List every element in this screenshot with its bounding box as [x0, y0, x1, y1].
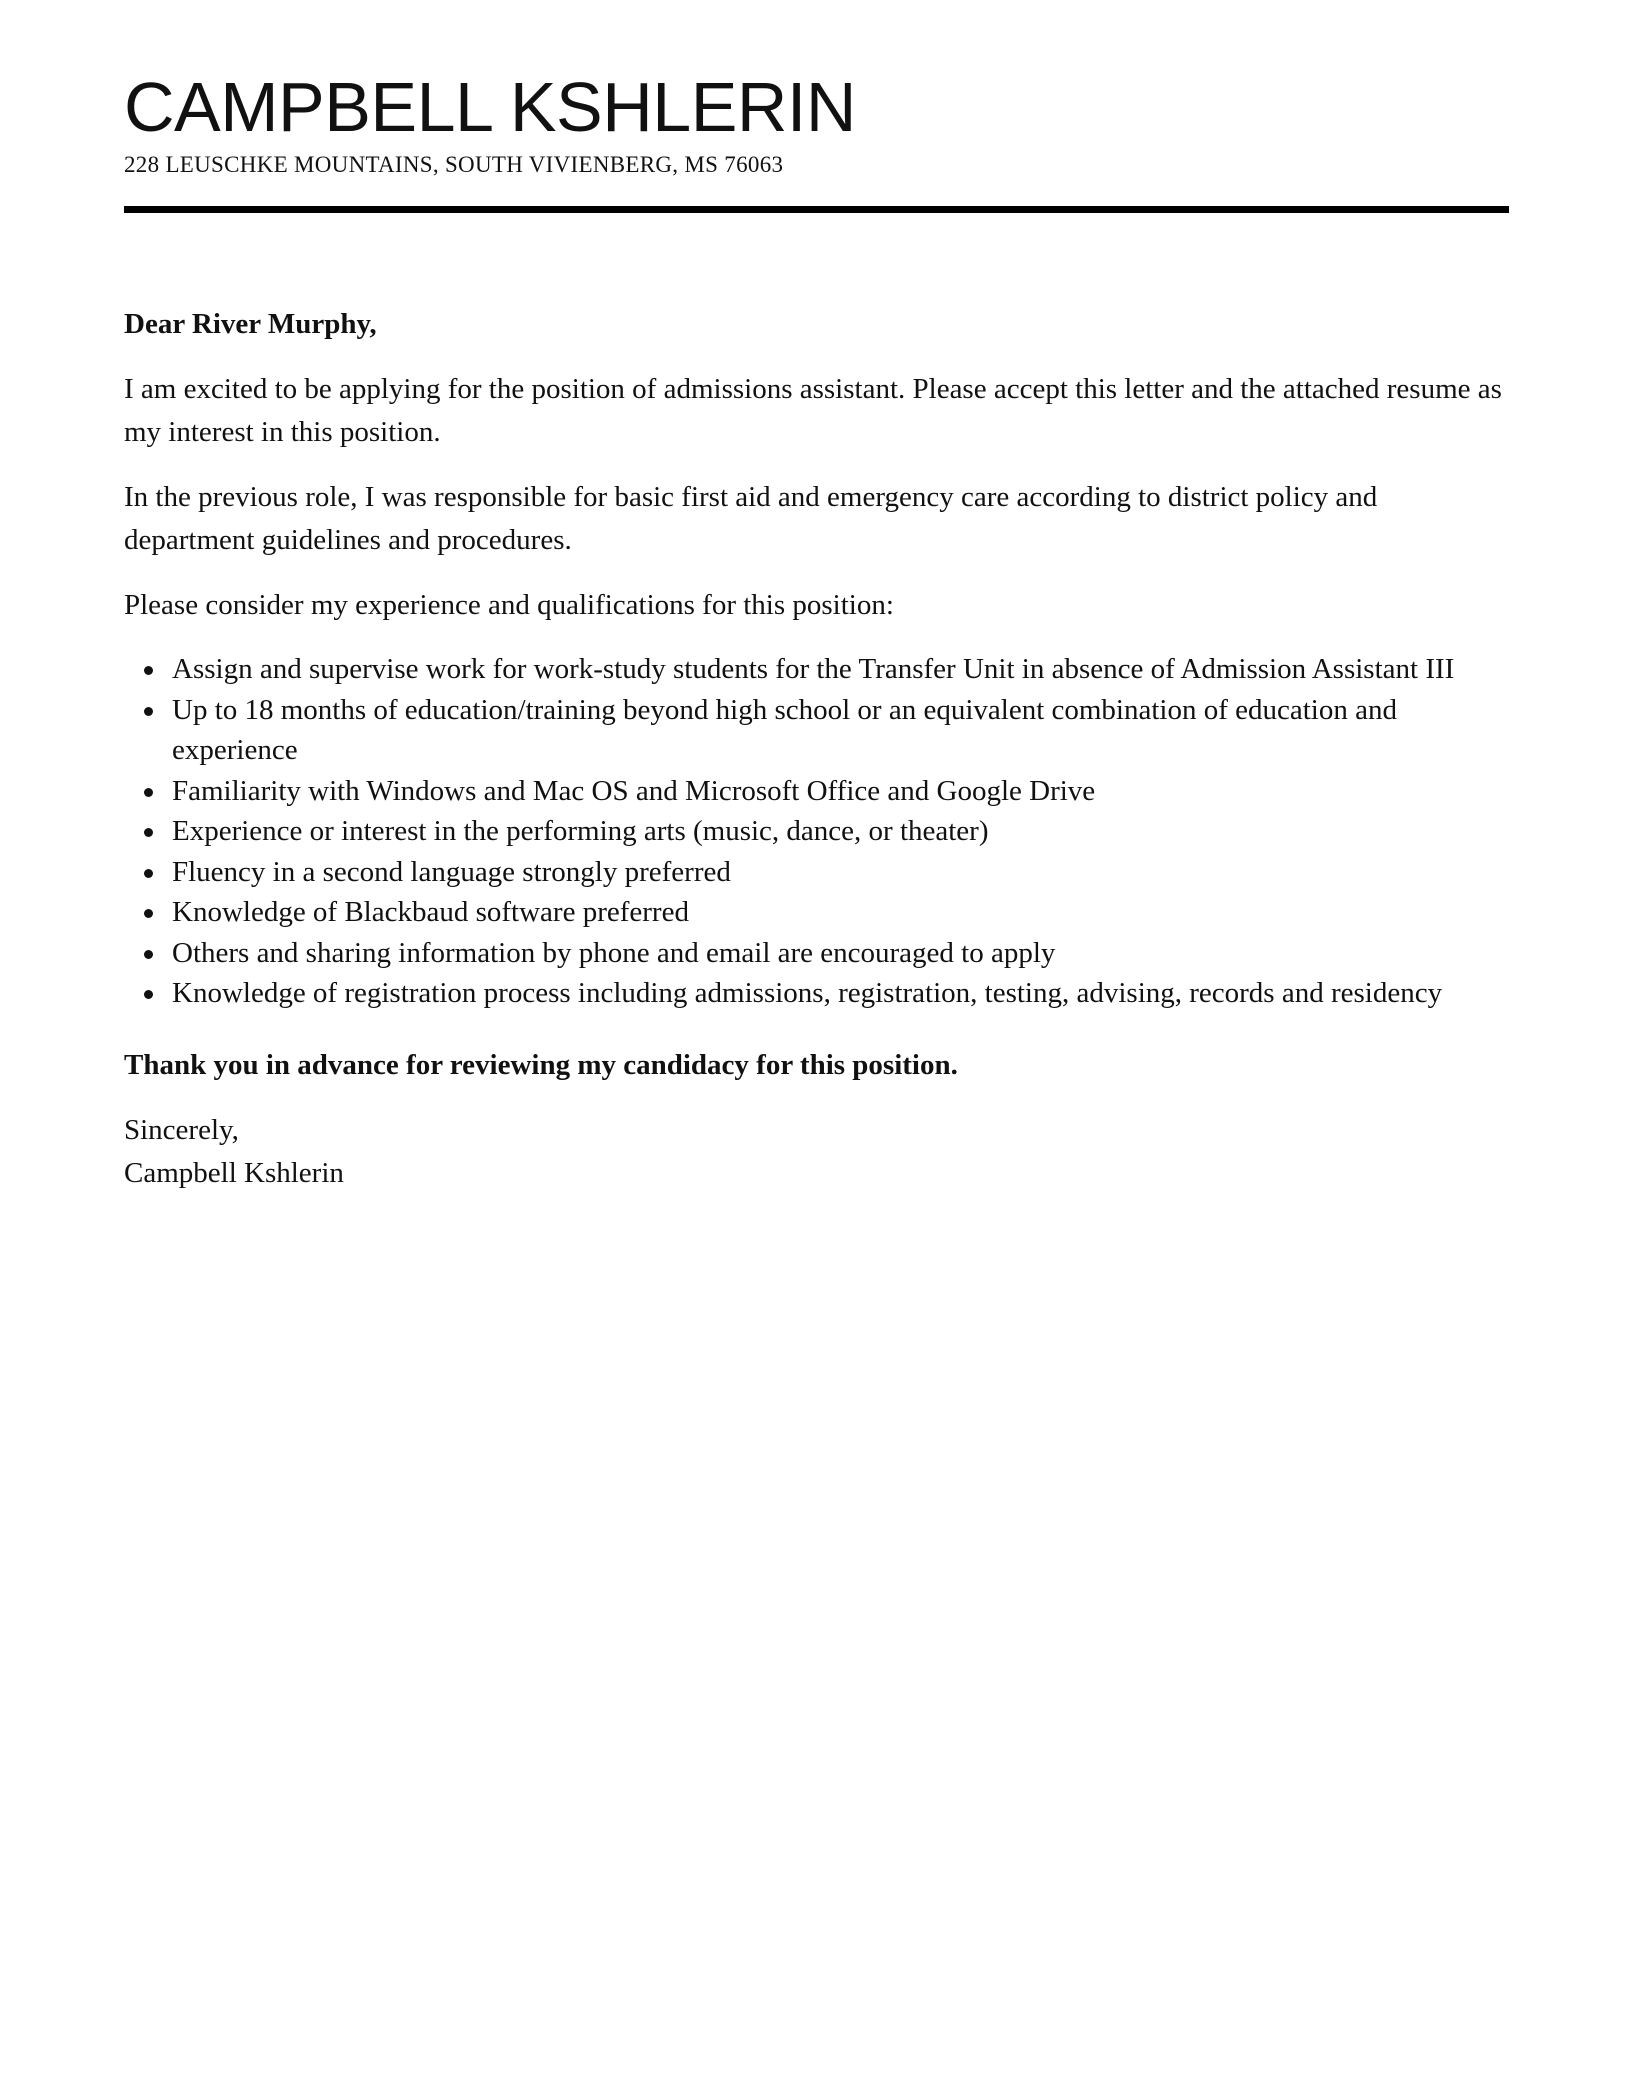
closing-statement: Thank you in advance for reviewing my candidacy for this position.: [124, 1048, 958, 1081]
bullet-icon: [144, 828, 153, 837]
bullet-icon: [144, 666, 153, 675]
list-item: [124, 892, 1509, 933]
list-item: [124, 649, 1509, 690]
salutation: Dear River Murphy,: [124, 308, 377, 340]
applicant-name: CAMPBELL KSHLERIN: [124, 68, 856, 146]
list-item: [124, 852, 1509, 893]
list-item-text: Others and sharing information by phone and email are encouraged to apply: [172, 936, 1056, 969]
list-item-text: Experience or interest in the performing arts (music, dance, or theater): [172, 815, 989, 847]
bullet-icon: [144, 990, 153, 999]
bullet-icon: [144, 788, 153, 797]
list-item: [124, 973, 1509, 1014]
list-item-text: Knowledge of Blackbaud software preferred: [172, 896, 689, 928]
header-divider: [124, 206, 1509, 213]
applicant-address: 228 LEUSCHKE MOUNTAINS, SOUTH VIVIENBERG, MS 76063: [124, 152, 784, 177]
list-item-text: Fluency in a second language strongly preferred: [172, 855, 731, 888]
list-item: [124, 811, 1509, 852]
list-item-text: Assign and supervise work for work-study students for the Transfer Unit in absence of Admission Assistant III: [172, 653, 1455, 685]
bullet-icon: [144, 869, 153, 878]
list-item: [124, 933, 1509, 974]
signoff: [124, 1109, 1509, 1195]
intro-paragraph: I am excited to be applying for the position of admissions assistant. Please accept this letter and the attached resume as my interest in this position.: [124, 373, 1502, 448]
experience-paragraph: In the previous role, I was responsible for basic first aid and emergency care according to district policy and department guidelines and procedures.: [124, 481, 1378, 556]
qualifications-intro: Please consider my experience and qualifications for this position:: [124, 589, 894, 621]
bullet-icon: [144, 707, 153, 716]
valediction: Sincerely,: [124, 1113, 239, 1146]
list-item-text: Up to 18 months of education/training beyond high school or an equivalent combination of education and experience: [172, 693, 1397, 766]
signature-name: Campbell Kshlerin: [124, 1156, 344, 1189]
list-item-text: Familiarity with Windows and Mac OS and Microsoft Office and Google Drive: [172, 774, 1096, 807]
list-item: [124, 771, 1509, 812]
qualifications-list: [124, 649, 1509, 1014]
list-item: [124, 690, 1509, 771]
bullet-icon: [144, 950, 153, 959]
bullet-icon: [144, 909, 153, 918]
letter-body: [124, 303, 1509, 1195]
list-item-text: Knowledge of registration process including admissions, registration, testing, advising, records and residency: [172, 977, 1443, 1009]
